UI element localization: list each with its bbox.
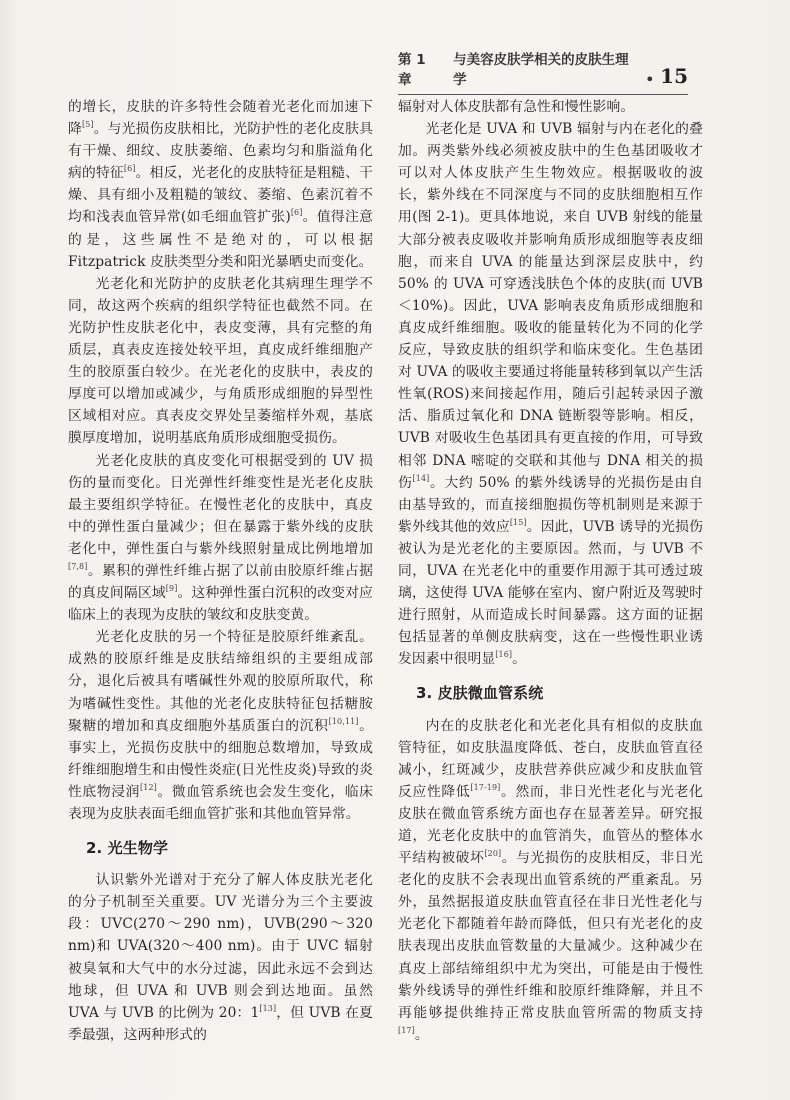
paragraph: 辐射对人体皮肤都有急性和慢性影响。 [398,99,635,115]
running-header [398,52,688,95]
citation: [14] [412,473,430,483]
right-column [398,96,703,1046]
paragraph: 认识紫外光谱对于充分了解人体皮肤光老化的分子机制至关重要。UV 光谱分为三个主要波段：UVC(270～290 nm)，UVB(290～320 nm)和 UVA(320～400 nm)。由于 UVC 辐射被臭氧和大气中的水分过滤，因此永远不会到达地球，但 UVA 和 UVB 则会到达地面。虽然 UVA 与 UVB 的比例为 20：1[13]，但 UVB 在夏季最强，这两种形式的 [68,872,373,1043]
citation: [13] [259,1003,277,1013]
citation: [10,11] [328,716,359,726]
citation: [16] [495,650,513,660]
left-column [68,96,373,1046]
citation: [6] [290,208,303,218]
citation: [15] [509,517,527,527]
citation: [5] [81,120,94,130]
paragraph: 内在的皮肤老化和光老化具有相似的皮肤血管特征，如皮肤温度降低、苍白，皮肤血管直径减小，红斑减少，皮肤营养供应减少和皮肤血管反应性降低[17-19]。然而，非日光性老化与光老化皮肤在微血管系统方面也存在显著差异。研究报道，光老化皮肤中的血管消失，血管丛的整体水平结构被破坏[20]。与光损伤的皮肤相反，非日光老化的皮肤不会表现出血管系统的严重紊乱。另外，虽然据报道皮肤血管直径在非日光性老化与光老化下都随着年龄而降低，但只有光老化的皮肤表现出皮肤血管数量的大量减少。这种减少在真皮上部结缔组织中尤为突出，可能是由于慢性紫外线诱导的弹性纤维和胶原纤维降解，并且不再能够提供维持正常皮肤血管所需的物质支持[17]。 [398,717,704,1043]
chapter-title: 与美容皮肤学相关的皮肤生理学 [453,52,629,88]
citation: [7,8] [68,561,88,571]
header-separator: • [645,72,655,88]
paragraph: 光老化皮肤的另一个特征是胶原纤维紊乱。成熟的胶原纤维是皮肤结缔组织的主要组成部分，退化后被具有嗜碱性外观的胶原所取代，称为嗜碱性变性。其他的光老化皮肤特征包括糖胺聚糖的增加和真皮细胞外基质蛋白的沉积[10,11]。事实上，光损伤皮肤中的细胞总数增加，导致成纤维细胞增生和由慢性炎症(日光性皮炎)导致的炎性底物浸润[12]。微血管系统也会发生变化，临床表现为皮肤表面毛细血管扩张和其他血管异常。 [68,629,374,822]
paragraph: 光老化和光防护的皮肤老化其病理生理学不同，故这两个疾病的组织学特征也截然不同。在光防护性皮肤老化中，表皮变薄，具有完整的角质层，真表皮连接处较平坦，真皮成纤维细胞产生的胶原蛋白较少。在光老化的皮肤中，表皮的厚度可以增加或减少，与角质形成细胞的异型性区域相对应。真表皮交界处呈萎缩样外观，基底膜厚度增加，说明基底角质形成细胞受损伤。 [68,275,373,447]
citation: [17-19] [470,782,501,792]
citation: [6] [123,164,136,174]
paragraph: 光老化皮肤的真皮变化可根据受到的 UV 损伤的量而变化。日光弹性纤维变性是光老化皮肤最主要组织学特征。在慢性老化的皮肤中，真皮中的弹性蛋白量减少；但在暴露于紫外线的皮肤老化中，弹性蛋白与紫外线照射量成比例地增加[7,8]。累积的弹性纤维占据了以前由胶原纤维占据的真皮间隔区域[9]。这种弹性蛋白沉积的改变对应临床上的表现为皮肤的皱纹和皮肤变黄。 [68,452,374,624]
paragraph: 的增长，皮肤的许多特性会随着光老化而加速下降[5]。与光损伤皮肤相比，光防护性的老化皮肤具有干燥、细纹、皮肤萎缩、色素均匀和脂溢角化病的特征[6]。相反，光老化的皮肤特征是粗糙、干燥、具有细小及粗糙的皱纹、萎缩、色素沉着不均和浅表血管异常(如毛细血管扩张)[6]。值得注意的是，这些属性不是绝对的，可以根据 Fitzpatrick 皮肤类型分类和阳光暴晒史而变化。 [68,99,374,270]
citation: [20] [484,849,502,859]
citation: [9] [165,584,178,594]
citation: [17] [398,1025,415,1035]
page-number: 15 [660,64,688,88]
section-heading: 2. 光生物学 [86,839,169,858]
chapter-number: 第 1 章 [398,52,426,88]
paragraph: 光老化是 UVA 和 UVB 辐射与内在老化的叠加。两类紫外线必须被皮肤中的生色基团吸收才可以对人体皮肤产生生物效应。根据吸收的波长，紫外线在不同深度与不同的皮肤细胞相互作用(图 2-1)。更具体地说，来自 UVB 射线的能量大部分被表皮吸收并影响角质形成细胞等表皮细胞，而来自 UVA 的能量达到深层皮肤中，约 50% 的 UVA 可穿透浅肤色个体的皮肤(而 UVB＜10%)。因此，UVA 影响表皮角质形成细胞和真皮成纤维细胞。吸收的能量转化为不同的化学反应，导致皮肤的组织学和临床变化。生色基团对 UVA 的吸收主要通过将能量转移到氧以产生活性氧(ROS)来间接起作用，随后引起转录因子激活、脂质过氧化和 DNA 链断裂等影响。相反，UVB 对吸收生色基团具有更直接的作用，可导致相邻 DNA 嘧啶的交联和其他与 DNA 相关的损伤[14]。大约 50% 的紫外线诱导的光损伤是由自由基导致的，而直接细胞损伤等机制则是来源于紫外线其他的效应[15]。因此，UVB 诱导的光损伤被认为是光老化的主要原因。然而，与 UVB 不同，UVA 在光老化中的重要作用源于其可透过玻璃，这使得 UVA 能够在室内、窗户附近及驾驶时进行照射，从而造成长时间暴露。这方面的证据包括显著的单侧皮肤病变，这在一些慢性职业诱发因素中很明显[16]。 [398,121,703,668]
section-heading: 3. 皮肤微血管系统 [416,684,544,703]
citation: [12] [140,782,157,792]
